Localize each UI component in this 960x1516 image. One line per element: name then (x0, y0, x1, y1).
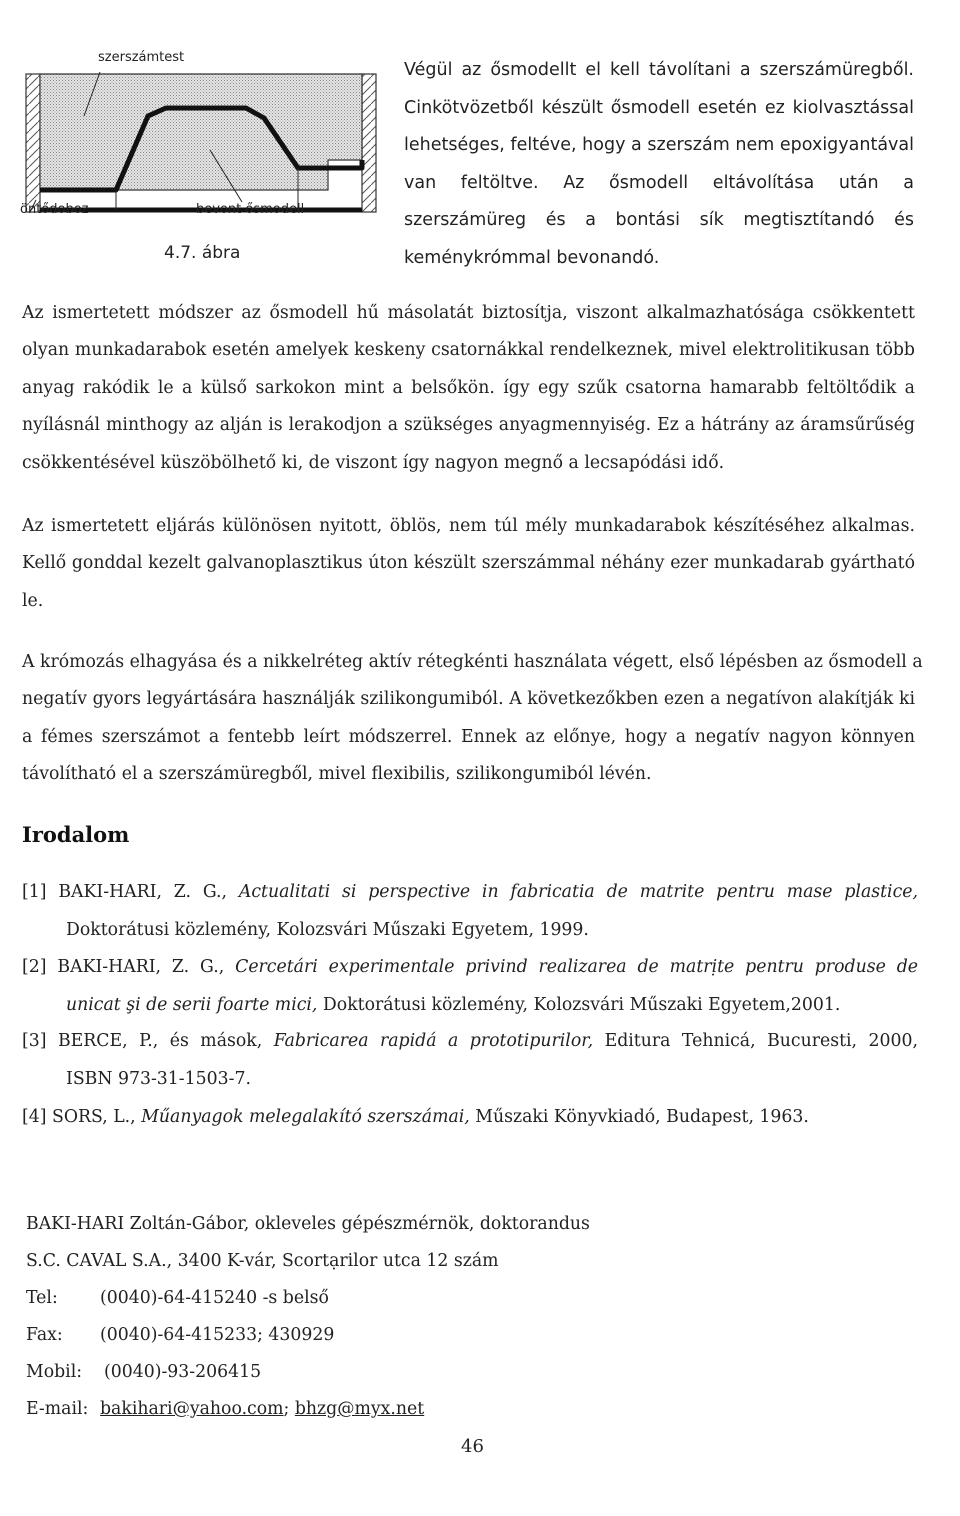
tel-value: (0040)-64-415240 -s belső (100, 1288, 329, 1308)
side-line: Cinkötvözetből készült ősmodell esetén ez kiolvasztással (404, 97, 914, 118)
text-line: a fémes szerszámot a fentebb leírt módszerrel. Ennek az előnye, hogy a negatív nagyon könnyen (22, 726, 915, 747)
text-line: negatív gyors legyártására használják szilikongumiból. A következőkben ezen a negatívon alakítják ki (22, 689, 915, 710)
ref-rest: Doktorátusi közlemény, Kolozsvári Műszaki Egyetem, 1999. (66, 920, 589, 940)
side-paragraph (404, 52, 914, 278)
email-link-1[interactable]: bakihari@yahoo.com (100, 1399, 284, 1419)
ref-author: BAKI-HARI, Z. G., (57, 957, 225, 977)
ref-title: Cercetári experimentale privind realizarea de matrịte pentru produse de (235, 957, 919, 977)
ref-number: [3] (22, 1031, 47, 1051)
ref-title: Actualitati si perspective in fabricatia de matrite pentru mase plastice, (238, 882, 918, 902)
side-line: szerszámüreg és a bontási sík megtisztítandó és (404, 210, 914, 231)
side-line: Végül az ősmodellt el kell távolítani a szerszámüregből. (404, 60, 914, 80)
ref-title: Műanyagok melegalakító szerszámai, (141, 1107, 470, 1127)
ref-author: SORS, L., (51, 1107, 136, 1127)
page-number: 46 (461, 1436, 484, 1457)
ref-number: [2] (22, 957, 47, 977)
label-coated-model: bevont ősmodell (196, 202, 305, 217)
text-line: csökkentésével küszöbölhető ki, de viszont így nagyon megnő a lecsapódási idő. (22, 452, 725, 473)
mobil-label: Mobil: (26, 1362, 83, 1382)
fax-value: (0040)-64-415233; 430929 (100, 1325, 335, 1345)
label-tool-body: szerszámtest (98, 50, 185, 65)
ref-author: BERCE, P., és mások, (57, 1031, 263, 1051)
side-line: lehetséges, feltéve, hogy a szerszám nem epoxigyantával (404, 135, 914, 156)
paragraph-2 (22, 508, 915, 620)
author-name: BAKI-HARI Zoltán-Gábor, okleveles gépészmérnök, doktorandus (26, 1214, 590, 1234)
email-label: E-mail: (26, 1399, 89, 1419)
casting-box-left-wall (26, 74, 40, 212)
ref-isbn: ISBN 973-31-1503-7. (66, 1069, 251, 1089)
text-line: Az ismertetett módszer az ősmodell hű másolatát biztosítja, viszont alkalmazhatósága csökkentett (22, 303, 915, 323)
side-line: keménykrómmal bevonandó. (404, 247, 660, 268)
figure-caption: 4.7. ábra (164, 243, 241, 263)
text-line: Az ismertetett eljárás különösen nyitott, öblös, nem túl mély munkadarabok készítéséhez alkalmas. (22, 516, 915, 536)
tool-body-shape (40, 74, 362, 190)
ref-rest: Doktorátusi közlemény, Kolozsvári Műszaki Egyetem,2001. (317, 995, 841, 1015)
figure-mold (20, 50, 382, 270)
ref-number: [4] (22, 1107, 47, 1127)
ref-rest: Műszaki Könyvkiadó, Budapest, 1963. (475, 1107, 809, 1127)
label-casting-box: öntődoboz (20, 202, 89, 217)
text-line: távolítható el a szerszámüregből, mivel flexibilis, szilikongumiból lévén. (22, 764, 652, 785)
references-heading: Irodalom (22, 822, 130, 847)
text-line: olyan munkadarabok esetén amelyek keskeny csatornákkal rendelkeznek, mivel elektrolitikusan több (22, 340, 915, 361)
ref-number: [1] (22, 882, 47, 902)
ref-rest: Editura Tehnicá, Bucuresti, 2000, (604, 1031, 919, 1051)
email-separator: ; (283, 1399, 290, 1419)
reference-1 (22, 873, 918, 949)
text-line: Kellő gonddal kezelt galvanoplasztikus úton készült szerszámmal néhány ezer munkadarab gyártható (22, 553, 915, 574)
ref-title-cont: unicat şi de serii foarte mici, (66, 995, 318, 1015)
text-line: anyag rakódik le a külső sarkokon mint a belsőkön. így egy szűk csatorna hamarabb feltöltődik a (22, 377, 915, 398)
side-line: van feltöltve. Az ősmodell eltávolítása után a (404, 172, 914, 193)
reference-4 (22, 1098, 918, 1136)
ref-author: BAKI-HARI, Z. G., (58, 882, 228, 902)
text-line: nyílásnál minthogy az alján is lerakodjon a szükséges anyagmennyiség. Ez a hátrány az áramsűrűség (22, 415, 915, 436)
email-link-2[interactable]: bhzg@myx.net (294, 1399, 425, 1419)
tel-label: Tel: (26, 1288, 58, 1308)
author-company: S.C. CAVAL S.A., 3400 K-vár, Scortạrilor utca 12 szám (26, 1251, 499, 1271)
paragraph-3 (22, 644, 923, 794)
author-block (26, 1206, 590, 1428)
mobil-value: (0040)-93-206415 (104, 1362, 262, 1382)
reference-2 (22, 948, 918, 1024)
fax-label: Fax: (26, 1325, 63, 1345)
reference-3 (22, 1022, 918, 1098)
text-line: A krómozás elhagyása és a nikkelréteg aktív rétegkénti használata végett, első lépésben az ősmodell a (22, 652, 923, 672)
paragraph-1 (22, 295, 915, 482)
ref-title: Fabricarea rapidá a prototipurilor, (273, 1031, 594, 1051)
text-line: le. (22, 590, 44, 611)
casting-box-right-wall (362, 74, 376, 212)
